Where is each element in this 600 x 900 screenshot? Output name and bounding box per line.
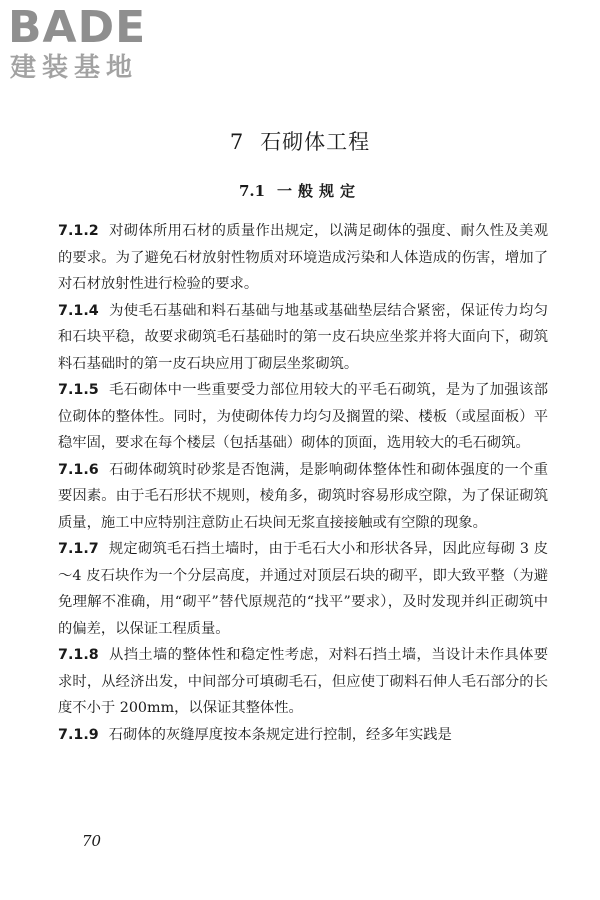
clause <box>58 377 548 457</box>
clause-text: 对砌体所用石材的质量作出规定，以满足砌体的强度、耐久性及美观的要求。为了避免石材放射性物质对环境造成污染和人体造成的伤害，增加了对石材放射性进行检验的要求。 <box>58 223 548 292</box>
body-text <box>58 218 548 748</box>
clause-number: 7.1.7 <box>58 541 99 557</box>
section-title <box>0 180 600 202</box>
logo <box>8 4 188 88</box>
clause-number: 7.1.2 <box>58 223 99 239</box>
clause-number: 7.1.9 <box>58 726 99 743</box>
logo-main: BADE <box>8 2 147 53</box>
clause <box>58 642 548 722</box>
chapter-number: 7 <box>229 130 245 154</box>
page-number: 70 <box>82 832 102 850</box>
clause-number: 7.1.8 <box>58 647 99 663</box>
clause-text: 从挡土墙的整体性和稳定性考虑，对料石挡土墙，当设计未作具体要求时，从经济出发，中间部分可填砌毛石，但应使丁砌料石伸人毛石部分的长度不小于 200mm，以保证其整体性。 <box>58 647 548 716</box>
clause <box>58 218 548 298</box>
clause-number: 7.1.6 <box>58 461 99 478</box>
clause <box>58 722 548 749</box>
clause-text: 规定砌筑毛石挡土墙时，由于毛石大小和形状各异，因此应每砌 3 皮～4 皮石块作为一个分层高度，并通过对顶层石块的砌平，即大致平整（为避免理解不准确，用“砌平”替代原规范的“找平”要求），及时发现并纠正砌筑中的偏差，以保证工程质量。 <box>58 541 548 637</box>
clause <box>58 536 548 642</box>
clause-text: 为使毛石基础和料石基础与地基或基础垫层结合紧密，保证传力均匀和石块平稳，故要求砌筑毛石基础时的第一皮石块应坐浆并将大面向下，砌筑料石基础时的第一皮石块应用丁砌层坐浆砌筑。 <box>58 302 548 372</box>
clause <box>58 298 548 378</box>
section-title-text: 一般规定 <box>277 182 362 200</box>
clause <box>58 457 548 537</box>
clause-text: 石砌体的灰缝厚度按本条规定进行控制，经多年实践是 <box>108 726 452 743</box>
clause-number: 7.1.5 <box>58 382 99 398</box>
chapter-title-text: 石砌体工程 <box>260 130 371 154</box>
logo-sub: 建装基地 <box>10 53 139 83</box>
clause-text: 石砌体砌筑时砂浆是否饱满，是影响砌体整体性和砌体强度的一个重要因素。由于毛石形状不规则，棱角多，砌筑时容易形成空隙，为了保证砌筑质量，施工中应特别注意防止石块间无浆直接接触或有空隙的现象。 <box>58 461 548 531</box>
section-number: 7.1 <box>238 182 266 200</box>
chapter-title <box>0 128 600 156</box>
clause-number: 7.1.4 <box>58 302 99 319</box>
clause-text: 毛石砌体中一些重要受力部位用较大的平毛石砌筑，是为了加强该部位砌体的整体性。同时，为使砌体传力均匀及搁置的梁、楼板（或屋面板）平稳牢固，要求在每个楼层（包括基础）砌体的顶面，选用较大的毛石砌筑。 <box>58 382 548 451</box>
